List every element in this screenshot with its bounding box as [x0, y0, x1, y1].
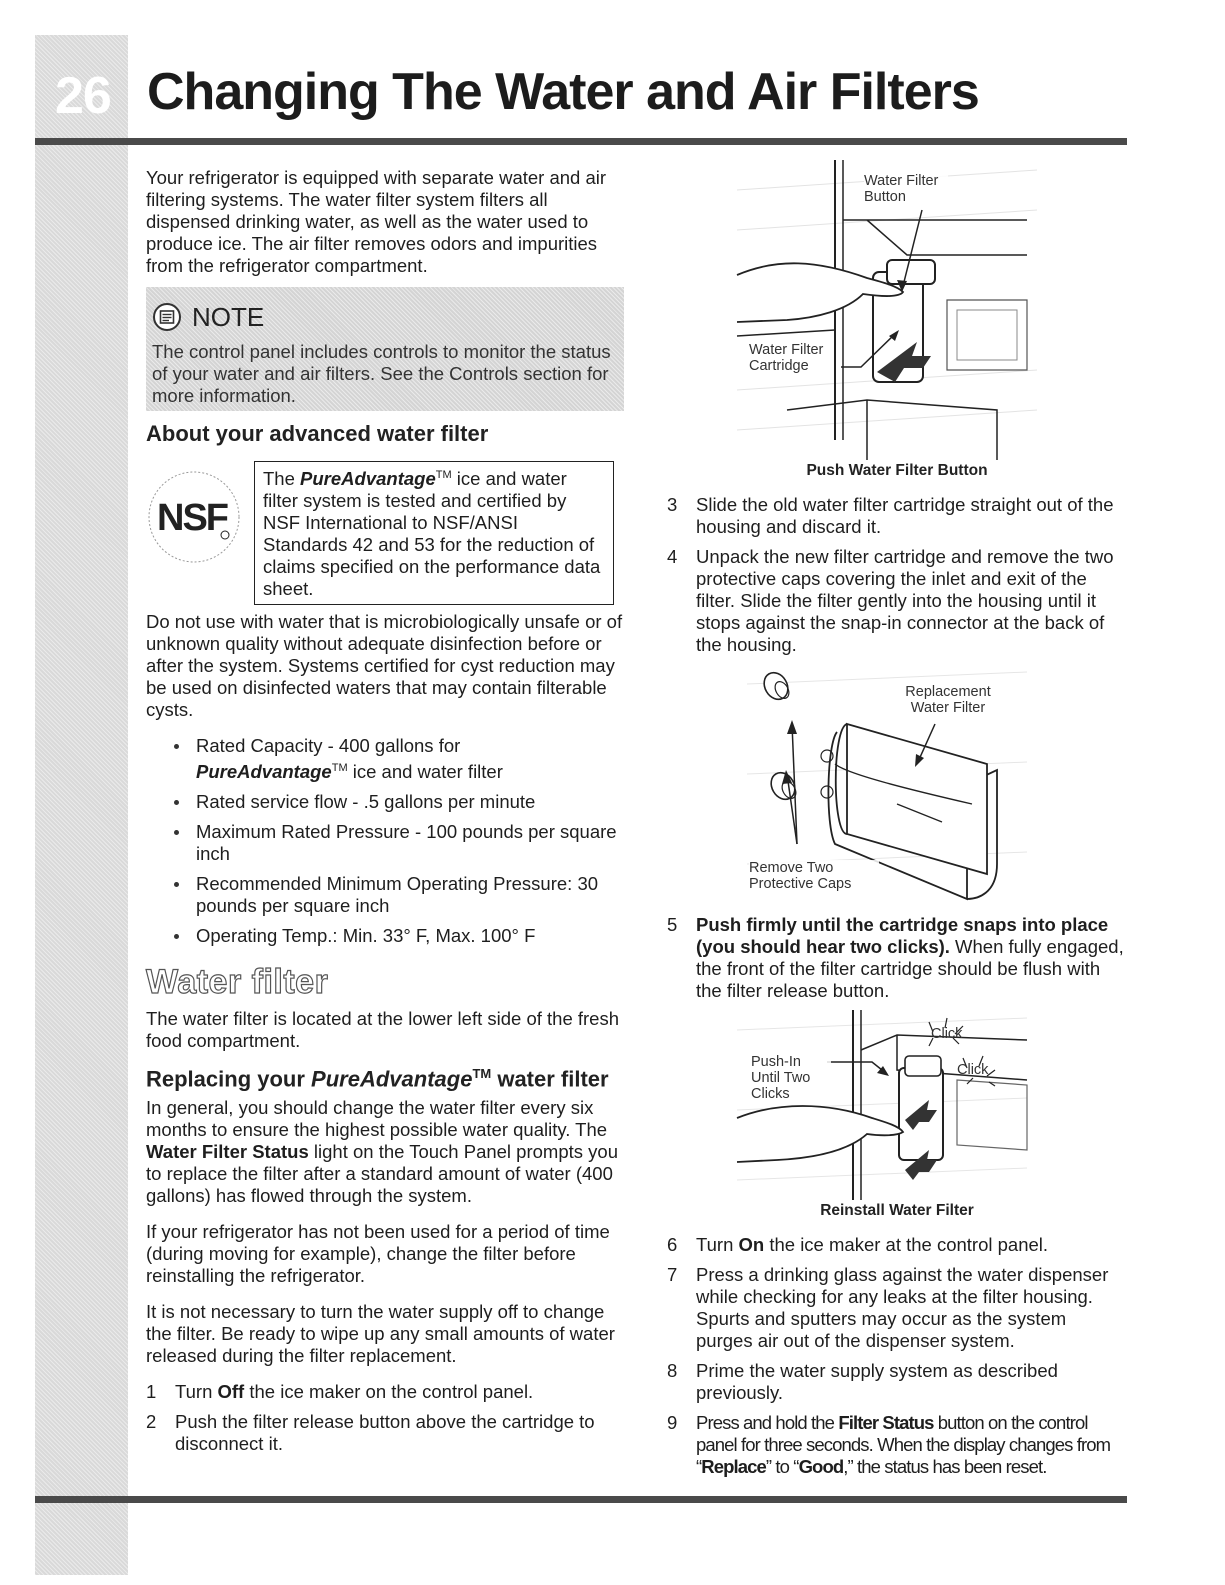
spec-rated-capacity-text: Rated Capacity - 400 gallons for [196, 735, 461, 757]
step-9 [667, 1412, 1127, 1478]
step-5-bold: Push firmly until the cartridge snaps into place (you should hear two clicks). [696, 914, 1109, 957]
step-6 [667, 1234, 1127, 1256]
caption-reinstall-water-filter: Reinstall Water Filter [820, 1202, 974, 1219]
step-9-good: Good [798, 1456, 844, 1477]
step-6-number: 6 [667, 1234, 678, 1255]
step-1-b: the ice maker on the control panel. [244, 1380, 534, 1402]
label-click-1: Click [931, 1026, 963, 1042]
step-7-number: 7 [667, 1264, 678, 1285]
spec-brand: PureAdvantage [196, 761, 332, 783]
note-icon [152, 302, 182, 332]
step-4-text: Unpack the new filter cartridge and remove the two protective caps covering the inlet and exit of the filter. Slide the filter gently into the housing until it stops against the snap-in connector at the back of the housing. [696, 546, 1114, 655]
step-1 [146, 1381, 624, 1403]
left-column [146, 167, 624, 1463]
replacing-heading-brand: PureAdvantage [311, 1066, 473, 1092]
label-remove-protective-caps: Remove Two Protective Caps [749, 860, 879, 892]
about-paragraph: Do not use with water that is microbiologically unsafe or of unknown quality without adequate disinfection before or after the system. Systems certified for cyst reduction may be used on disinfected waters that may contain filterable cysts. [146, 611, 623, 721]
replacing-heading [146, 1066, 624, 1092]
step-5-number: 5 [667, 914, 678, 935]
spec-operating-temp: Operating Temp.: Min. 33° F, Max. 100° F [196, 925, 624, 947]
step-9-replace: Replace [701, 1456, 766, 1477]
step-9-d: ,” the status has been reset. [843, 1456, 1047, 1477]
bottom-rule [35, 1496, 1127, 1503]
figure-replacement-filter [667, 664, 1127, 904]
step-8-number: 8 [667, 1360, 678, 1381]
spec-min-pressure: Recommended Minimum Operating Pressure: 30 pounds per square inch [196, 873, 624, 917]
step-4-number: 4 [667, 546, 678, 567]
replacing-heading-tm: TM [472, 1066, 492, 1082]
step-3 [667, 494, 1127, 538]
step-3-number: 3 [667, 494, 678, 515]
step-2 [146, 1411, 624, 1455]
nsf-box-post: ice and water filter system is tested and certified by NSF International to NSF/ANSI Standards 42 and 53 for the reduction of claims specified on the performance data sheet. [263, 468, 601, 600]
water-filter-location: The water filter is located at the lower left side of the fresh food compartment. [146, 1008, 620, 1052]
nsf-box-pre: The [263, 468, 301, 490]
figure-reinstall-filter [667, 1010, 1127, 1200]
spec-max-pressure: Maximum Rated Pressure - 100 pounds per square inch [196, 821, 624, 865]
step-5 [667, 914, 1127, 1002]
spec-rated-capacity [196, 735, 624, 783]
step-8-text: Prime the water supply system as described previously. [696, 1360, 1058, 1403]
step-1-a: Turn [175, 1380, 218, 1402]
label-water-filter-button: Water Filter Button [864, 173, 948, 205]
step-9-number: 9 [667, 1412, 677, 1433]
replacing-paragraph-2: If your refrigerator has not been used for a period of time (during moving for example), change the filter before reinstalling the refrigerator. [146, 1220, 610, 1286]
step-3-text: Slide the old water filter cartridge straight out of the housing and discard it. [696, 494, 1114, 537]
steps-left [146, 1381, 624, 1455]
nsf-box-tm: TM [435, 469, 452, 481]
nsf-block [146, 461, 624, 605]
step-6-b: the ice maker at the control panel. [764, 1234, 1049, 1255]
step-8 [667, 1360, 1127, 1404]
about-heading: About your advanced water filter [146, 421, 489, 446]
label-click-2: Click [957, 1062, 989, 1078]
step-7-text: Press a drinking glass against the water dispenser while checking for any leaks at the filter housing. Spurts and sputters may occur as the system purges air out of the dispenser system. [696, 1264, 1109, 1351]
replacing-p1-a: In general, you should change the water filter every six months to ensure the highest possible water quality. The [146, 1096, 608, 1140]
replacing-heading-pre: Replacing your [146, 1066, 312, 1092]
note-box [146, 287, 624, 411]
step-9-c: ” to “ [765, 1456, 799, 1477]
replacing-paragraph-3: It is not necessary to turn the water supply off to change the filter. Be ready to wipe up any small amounts of water released during the filter replacement. [146, 1300, 615, 1366]
label-push-in-two-clicks: Push-In Until Two Clicks [751, 1054, 831, 1102]
water-filter-status-term: Water Filter Status [146, 1140, 309, 1162]
spec-list [146, 735, 624, 947]
step-1-number: 1 [146, 1380, 157, 1402]
caption-push-water-filter-button: Push Water Filter Button [806, 462, 988, 479]
side-strip [35, 35, 128, 1575]
step-2-text: Push the filter release button above the cartridge to disconnect it. [175, 1410, 595, 1454]
note-title: NOTE [192, 301, 265, 332]
step-1-off: Off [217, 1380, 245, 1402]
nsf-certification-box [254, 461, 614, 605]
note-text: The control panel includes controls to monitor the status of your water and air filters. See the Controls section for more information. [152, 341, 611, 406]
spec-brand-tm: TM [331, 762, 348, 775]
replacing-heading-post: water filter [491, 1066, 609, 1092]
figure-push-button [667, 160, 1127, 460]
step-9-a: Press and hold the [696, 1412, 839, 1433]
right-column [667, 160, 1127, 1486]
intro-paragraph: Your refrigerator is equipped with separate water and air filtering systems. The water filter system filters all dispensed drinking water, as well as the water used to produce ice. The air filter removes odors and impurities from the refrigerator compartment. [146, 167, 607, 276]
steps-right-b [667, 914, 1127, 1002]
step-4 [667, 546, 1127, 656]
water-filter-heading: Water filter [146, 963, 329, 1002]
replacing-paragraph-1 [146, 1097, 624, 1207]
step-7 [667, 1264, 1127, 1352]
step-6-on: On [738, 1234, 765, 1255]
step-6-a: Turn [696, 1234, 739, 1255]
figure-reinstall-filter-illustration [667, 1010, 1127, 1200]
nsf-logo [146, 469, 242, 565]
top-rule [35, 138, 1127, 145]
page-number: 26 [55, 67, 111, 125]
step-9-filter-status: Filter Status [838, 1412, 934, 1433]
label-replacement-water-filter: Replacement Water Filter [893, 684, 1003, 716]
nsf-logo-text: NSF [157, 497, 227, 539]
step-9-b: button on the control panel for three seconds. When the display changes from “ [696, 1412, 1111, 1477]
steps-right-c [667, 1234, 1127, 1478]
step-5-text: When fully engaged, the front of the filter cartridge should be flush with the filter release button. [696, 936, 1124, 1001]
page-title: Changing The Water and Air Filters [147, 63, 979, 121]
step-2-number: 2 [146, 1410, 157, 1432]
replacing-p1-b: light on the Touch Panel prompts you to replace the filter after a standard amount of water (400 gallons) has flowed through the system. [146, 1140, 618, 1206]
label-water-filter-cartridge: Water Filter Cartridge [749, 342, 833, 374]
steps-right-a [667, 494, 1127, 656]
spec-rated-capacity-tail: ice and water filter [347, 761, 503, 783]
note-header [152, 297, 614, 337]
spec-service-flow: Rated service flow - .5 gallons per minute [196, 791, 624, 813]
nsf-box-brand: PureAdvantage [300, 468, 436, 490]
figure-push-button-illustration [667, 160, 1127, 460]
